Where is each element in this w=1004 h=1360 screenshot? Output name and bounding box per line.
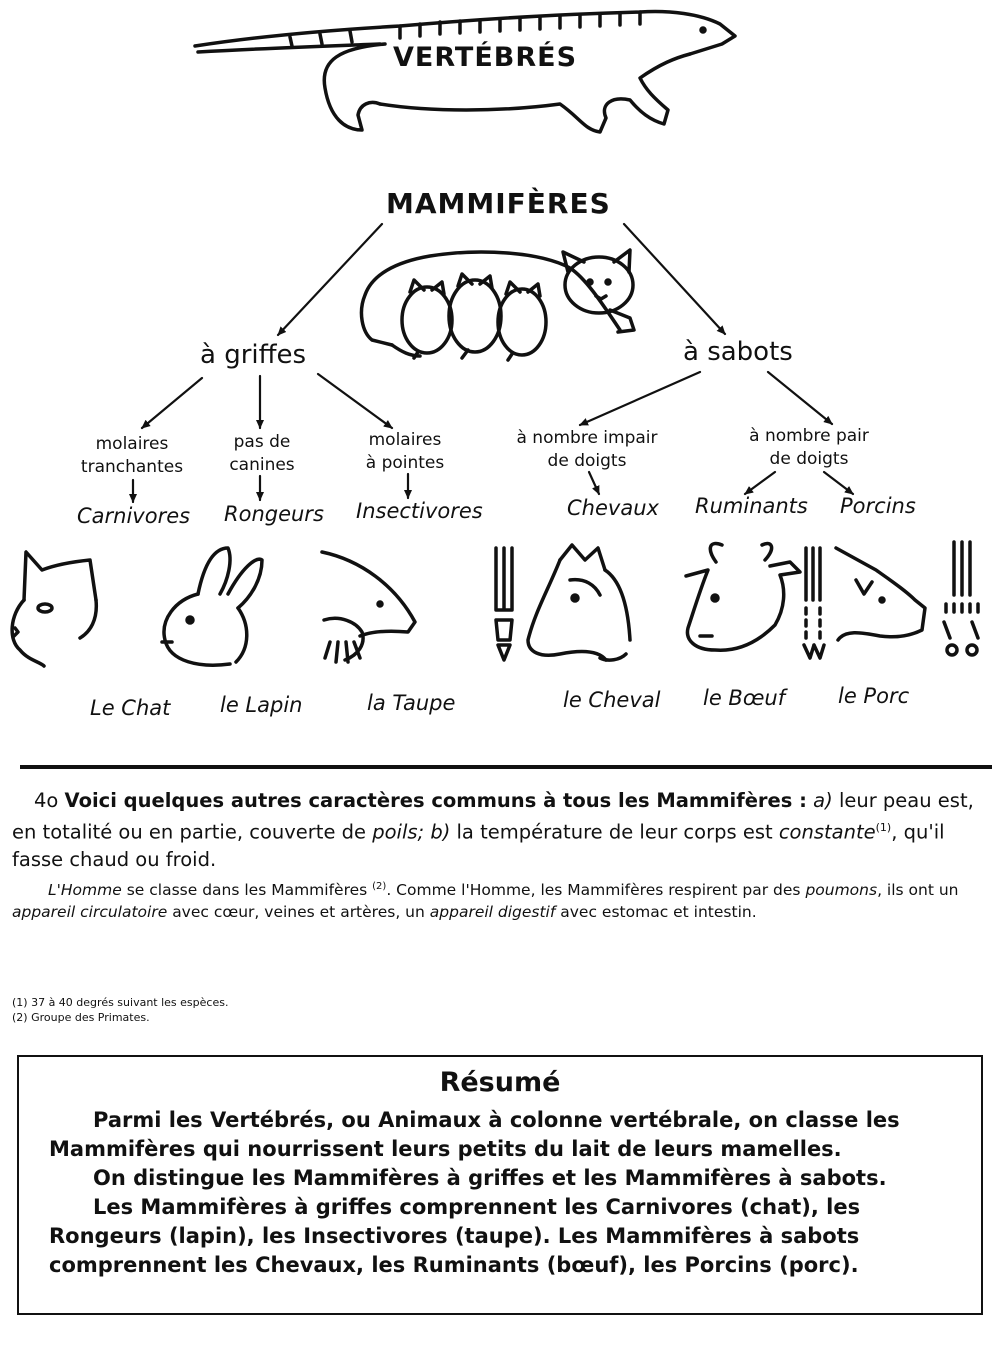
cow-head-icon [686, 543, 800, 650]
animal-taupe: la Taupe [367, 691, 456, 715]
horse-head-icon [528, 545, 630, 660]
resume-paragraph-2: On distingue les Mammifères à griffes et les Mammifères à sabots. [93, 1166, 887, 1190]
animal-boeuf: le Bœuf [703, 686, 786, 710]
mole-head-icon [322, 552, 415, 662]
group-ruminants: Ruminants [695, 494, 808, 518]
resume-box [17, 1055, 983, 1315]
criterion-rongeurs: pas de canines [229, 432, 295, 475]
horse-hoof-icon [496, 548, 512, 660]
criterion-insectivores: molaires à pointes [365, 430, 445, 473]
criterion-pair: à nombre pair de doigts [749, 426, 869, 469]
section-number: 4o [34, 789, 59, 812]
animal-chat: Le Chat [90, 696, 171, 720]
cat-nursing-kittens-icon [361, 250, 634, 360]
section-4-details: L'Homme se classe dans les Mammifères $^{(2)}$. Comme l'Homme, les Mammifères respirent par des poumons, ils ont un appareil circulatoire avec cœur, veines et artères, un appareil digestif avec estomac et intestin. [12, 881, 959, 922]
cow-hoof-icon [804, 548, 824, 658]
resume-paragraph-3: Les Mammifères à griffes comprennent les Carnivores (chat), les Rongeurs (lapin), les Insectivores (taupe). Les Mammifères à sabots comprennent les Chevaux, les Ruminants (bœuf), les Porcins (porc). [49, 1195, 861, 1277]
branch-griffes: à griffes [200, 340, 307, 370]
footnotes [12, 995, 992, 1025]
section-lead: Voici quelques autres caractères communs à tous les Mammifères : [64, 789, 807, 812]
footnote-1: (1) 37 à 40 degrés suivant les espèces. [12, 996, 229, 1009]
group-porcins: Porcins [840, 494, 916, 518]
criterion-carnivores: molaires tranchantes [80, 434, 184, 477]
pig-head-icon [836, 548, 925, 640]
resume-title: Résumé [439, 1067, 561, 1098]
cat-head-icon [12, 552, 96, 666]
group-insectivores: Insectivores [356, 499, 483, 523]
animal-lapin: le Lapin [220, 693, 303, 717]
banner-title: VERTÉBRÉS [393, 42, 578, 73]
footnote-ref-1: (1) [875, 821, 892, 834]
branch-sabots: à sabots [683, 337, 793, 367]
root-mammiferes: MAMMIFÈRES [386, 187, 611, 220]
criterion-impair: à nombre impair de doigts [516, 428, 658, 471]
group-rongeurs: Rongeurs [224, 502, 324, 526]
footnote-2: (2) Groupe des Primates. [12, 1011, 150, 1024]
group-carnivores: Carnivores [77, 504, 191, 528]
rabbit-head-icon [162, 548, 262, 665]
animal-cheval: le Cheval [563, 688, 661, 712]
animal-porc: le Porc [838, 684, 910, 708]
pig-hoof-icon [944, 542, 978, 655]
footnote-ref-2: (2) [372, 881, 387, 892]
section-4-paragraph: 4o Voici quelques autres caractères communs à tous les Mammifères : a) leur peau est, en totalité ou en partie, couverte de poils; b) la température de leur corps est constante$^{(1)}$, qu'il fasse chaud ou froid. [12, 789, 974, 871]
resume-paragraph-1: Parmi les Vertébrés, ou Animaux à colonne vertébrale, on classe les Mammifères qui nourrissent leurs petits du lait de leurs mamelles. [49, 1108, 900, 1161]
group-chevaux: Chevaux [567, 496, 659, 520]
